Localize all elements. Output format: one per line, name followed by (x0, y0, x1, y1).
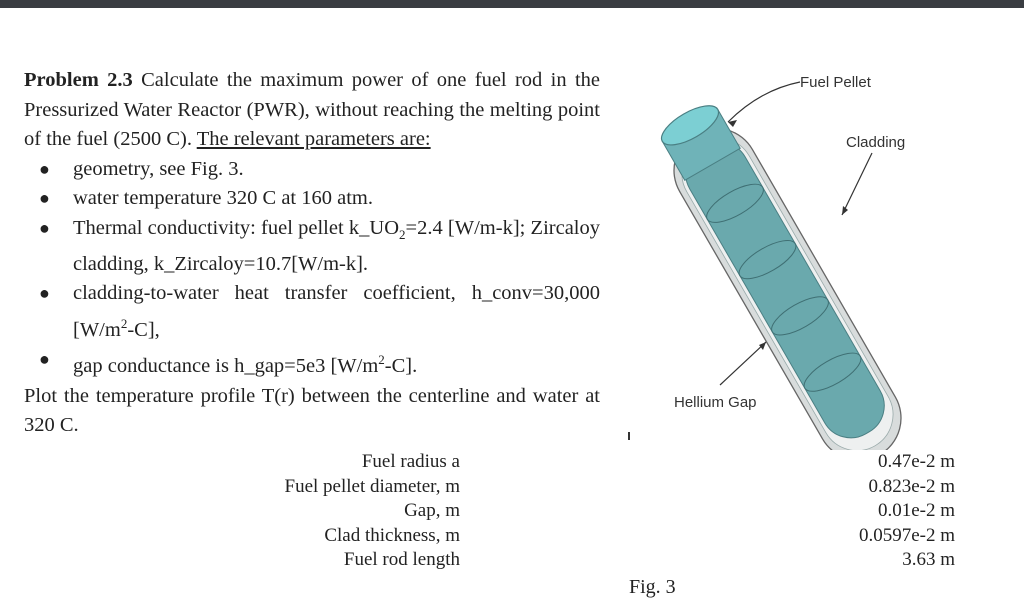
bullet-thermal-conductivity: ● Thermal conductivity: fuel pellet $k\_UO_2=2.4$ [W/m-k]; Zircaloy cladding, k_Zircaloy=10.7[W/m-k]. (24, 214, 600, 279)
bullet-geometry: ● geometry, see Fig. 3. (24, 155, 600, 185)
problem-closing: Plot the temperature profile T(r) between the centerline and water at 320 C. (24, 384, 600, 437)
parameter-value: 0.47e-2 m (877, 451, 955, 472)
problem-intro-text: Calculate the maximum power of one fuel rod in the Pressurized Water Reactor (PWR), without reaching the melting point of the fuel (2500 C). (24, 69, 600, 151)
parameter-bullets (24, 155, 600, 382)
bullet-dot-icon: ● (39, 217, 50, 238)
parameter-name: Fuel radius a (361, 451, 460, 472)
parameter-name: Fuel pellet diameter, m (284, 475, 460, 497)
parameters-lead: The relevant parameters are: (196, 128, 431, 151)
parameter-name: Fuel rod length (343, 549, 460, 570)
figure-tick-mark (628, 432, 630, 440)
cladding-label: Cladding (846, 134, 906, 151)
cladding-leader (842, 153, 872, 215)
bullet-heat-transfer-coefficient: ● cladding-to-water heat transfer coefficient, h_conv=30,000 $[W/m^2-C]$, (24, 279, 600, 345)
parameter-name: Clad thickness, m (324, 524, 460, 546)
problem-heading: Problem 2.3 (24, 69, 133, 91)
top-window-bar (0, 0, 1024, 8)
parameter-value: 3.63 m (902, 549, 955, 570)
fuel-rod-figure (640, 60, 940, 450)
bullet-dot-icon: ● (39, 188, 50, 209)
fuel-pellet-leader (728, 82, 800, 122)
problem-text (24, 66, 600, 441)
bullet-gap-conductance: ● gap conductance is h_gap=5e3 $[W/m^2-C]$. (24, 345, 600, 381)
fuel-pellet-label: Fuel Pellet (800, 74, 871, 91)
bullet-dot-icon: ● (39, 349, 50, 370)
helium-gap-leader (720, 342, 766, 385)
bullet-dot-icon: ● (39, 158, 50, 179)
parameter-value: 0.0597e-2 m (858, 524, 955, 546)
bullet-dot-icon: ● (39, 283, 50, 304)
problem-intro (24, 66, 600, 155)
helium-gap-label: Hellium Gap (674, 394, 757, 411)
arrowhead-icon (759, 342, 766, 350)
fuel-rod-diagram (640, 60, 940, 450)
parameter-value: 0.823e-2 m (868, 475, 955, 497)
figure-caption: Fig. 3 (629, 576, 676, 598)
parameter-value: 0.01e-2 m (877, 500, 955, 521)
bullet-water-temperature: ● water temperature 320 C at 160 atm. (24, 184, 600, 214)
parameter-name: Gap, m (404, 500, 460, 521)
arrowhead-icon (842, 206, 848, 215)
